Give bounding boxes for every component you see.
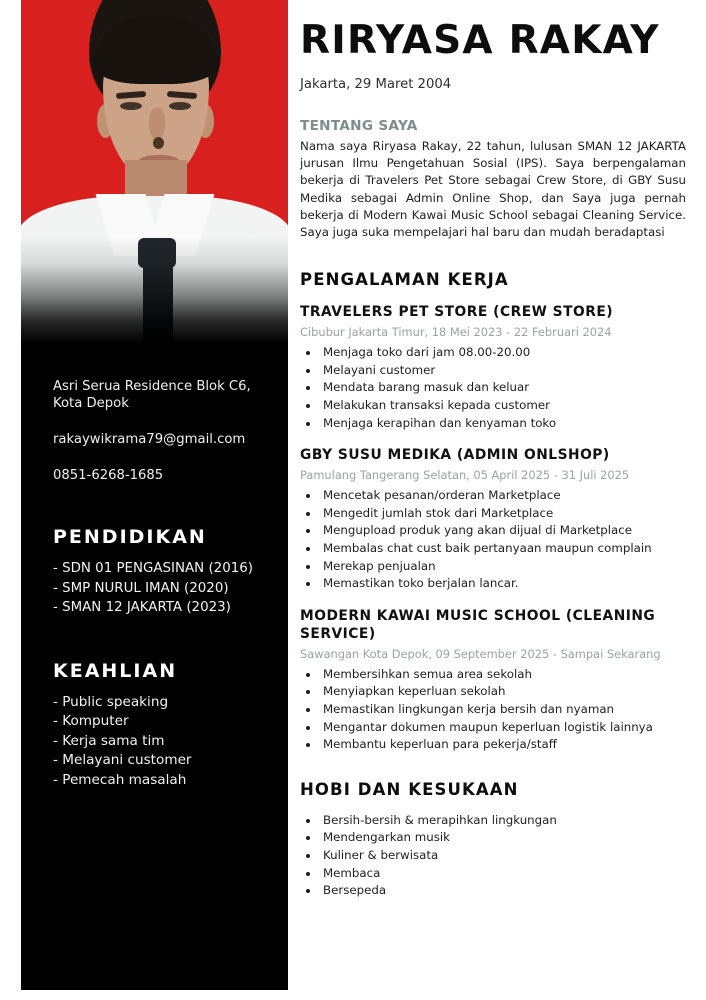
experience-entry: [300, 607, 686, 754]
list-item: • Kuliner & berwisata: [320, 847, 686, 865]
skills-heading: KEAHLIAN: [53, 659, 178, 682]
list-item: - SMP NURUL IMAN (2020): [53, 580, 229, 596]
education-heading: PENDIDIKAN: [53, 526, 207, 548]
portrait-photo: [21, 0, 288, 348]
list-item: - SMAN 12 JAKARTA (2023): [53, 600, 231, 615]
job-location-date: Pamulang Tangerang Selatan, 05 April 2025 - 31 Juli 2025: [300, 468, 630, 483]
list-item: • Mendengarkan musik: [320, 829, 686, 847]
list-item: • Memastikan toko berjalan lancar.: [320, 575, 686, 593]
contact-phone[interactable]: 0851-6268-1685: [53, 468, 164, 483]
about-text: Nama saya Riryasa Rakay, 22 tahun, lulusan SMAN 12 JAKARTA jurusan Ilmu Pengetahuan Sosial (IPS). Saya berpengalaman bekerja di Travelers Pet Store sebagai Crew Store, di GBY Susu Medika sebagai Admin Online Shop, dan Saya juga pernah bekerja di Modern Kawai Music School sebagai Cleaning Service. Saya juga suka mempelajari hal baru dan mudah beradaptasi: [300, 139, 686, 240]
sidebar: [21, 0, 288, 990]
job-title: MODERN KAWAI MUSIC SCHOOL (CLEANING SERVICE): [300, 607, 656, 642]
list-item: • Bersih-bersih & merapihkan lingkungan: [320, 812, 686, 830]
list-item: • Membalas chat cust baik pertanyaan maupun complain: [320, 540, 686, 558]
list-item: • Melakukan transaksi kepada customer: [320, 397, 686, 415]
list-item: • Menjaga kerapihan dan kenyaman toko: [320, 415, 686, 433]
photo-mole: [153, 137, 164, 149]
list-item: - SDN 01 PENGASINAN (2016): [53, 561, 253, 576]
list-item: - Komputer: [53, 713, 129, 729]
job-duty-list: [300, 344, 686, 432]
education-list: [53, 559, 256, 618]
list-item: • Mencetak pesanan/orderan Marketplace: [320, 487, 686, 505]
list-item: • Membersihkan semua area sekolah: [320, 666, 686, 684]
job-location-date: Cibubur Jakarta Timur, 18 Mei 2023 - 22 Februari 2024: [300, 325, 612, 340]
page-title: RIRYASA RAKAY: [300, 18, 660, 63]
photo-fade-overlay: [21, 236, 288, 348]
hobbies-heading: HOBI DAN KESUKAAN: [300, 779, 519, 799]
sidebar-content: [21, 348, 288, 790]
list-item: • Mengantar dokumen maupun keperluan logistik lainnya: [320, 719, 686, 737]
about-heading: TENTANG SAYA: [300, 118, 418, 134]
list-item: - Melayani customer: [53, 752, 192, 768]
list-item: • Mengupload produk yang akan dijual di Marketplace: [320, 522, 686, 540]
list-item: • Menyiapkan keperluan sekolah: [320, 683, 686, 701]
job-duty-list: [300, 487, 686, 593]
list-item: • Membantu keperluan para pekerja/staff: [320, 736, 686, 754]
list-item: - Pemecah masalah: [53, 771, 187, 788]
hobbies-list: [300, 812, 686, 900]
skills-list: [53, 693, 256, 791]
job-title: GBY SUSU MEDIKA (ADMIN ONLSHOP): [300, 447, 610, 464]
list-item: • Merekap penjualan: [320, 558, 686, 576]
photo-eye-left: [120, 102, 142, 110]
job-location-date: Sawangan Kota Depok, 09 September 2025 - Sampai Sekarang: [300, 646, 661, 661]
list-item: - Kerja sama tim: [53, 732, 165, 749]
photo-eye-right: [169, 102, 191, 110]
job-duty-list: [300, 666, 686, 754]
list-item: • Memastikan lingkungan kerja bersih dan nyaman: [320, 701, 686, 719]
birth-place-date: Jakarta, 29 Maret 2004: [300, 77, 452, 92]
list-item: - Public speaking: [53, 693, 169, 710]
experience-entry: [300, 446, 686, 593]
photo-nose: [149, 108, 165, 140]
main-content: [300, 0, 686, 1000]
list-item: • Bersepeda: [320, 882, 686, 900]
list-item: • Melayani customer: [320, 362, 686, 380]
list-item: • Menjaga toko dari jam 08.00-20.00: [320, 344, 686, 362]
list-item: • Mendata barang masuk dan keluar: [320, 379, 686, 397]
job-title: TRAVELERS PET STORE (CREW STORE): [300, 304, 614, 321]
list-item: • Membaca: [320, 865, 686, 883]
list-item: • Mengedit jumlah stok dari Marketplace: [320, 505, 686, 523]
experience-entry: [300, 303, 686, 432]
experience-heading: PENGALAMAN KERJA: [300, 270, 509, 290]
contact-address: Asri Serua Residence Blok C6, Kota Depok: [53, 379, 251, 411]
contact-email[interactable]: rakaywikrama79@gmail.com: [53, 432, 246, 447]
